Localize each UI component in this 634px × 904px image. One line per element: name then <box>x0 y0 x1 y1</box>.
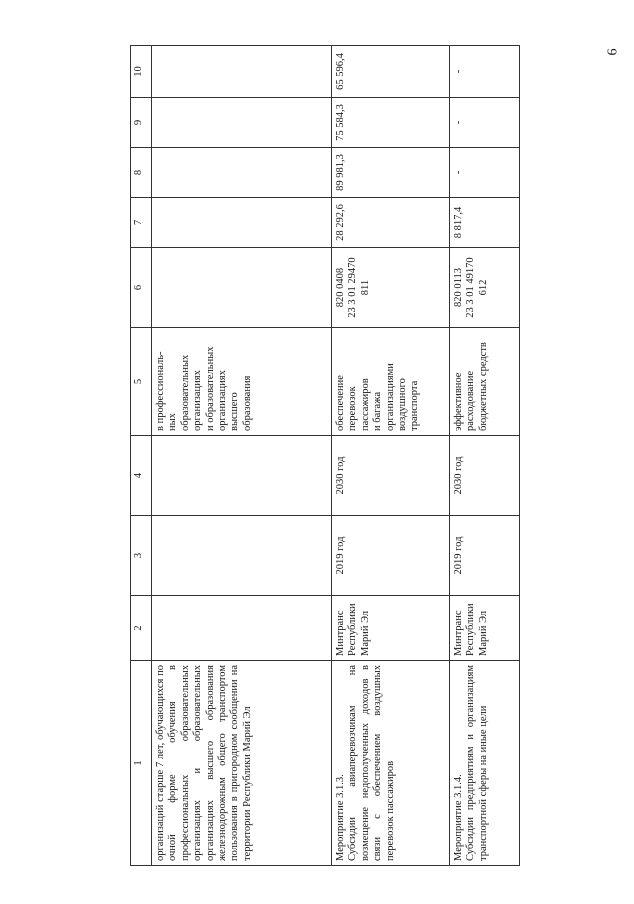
end-year-cell: 2030 год <box>450 436 520 516</box>
amount-cell-8: - <box>450 148 520 198</box>
budget-code-cell <box>152 248 332 328</box>
column-number-2: 2 <box>131 596 152 661</box>
expected-result-cell: эффективное расходование бюджетных средств <box>450 328 520 436</box>
amount-cell-8 <box>152 148 332 198</box>
amount-cell-7: 8 817,4 <box>450 198 520 248</box>
start-year-cell: 2019 год <box>450 516 520 596</box>
column-number-6: 6 <box>131 248 152 328</box>
column-number-9: 9 <box>131 98 152 148</box>
budget-code-cell: 820 0408 23 3 01 29470 811 <box>332 248 450 328</box>
start-year-cell <box>152 516 332 596</box>
page-number: 6 <box>605 48 621 56</box>
amount-cell-9: 75 584,3 <box>332 98 450 148</box>
budget-code-cell: 820 0113 23 3 01 49170 612 <box>450 248 520 328</box>
measure-name-cell: Мероприятие 3.1.4. Субсидии предприятиям и организациям транспортной сферы на иные цели <box>450 661 520 866</box>
column-number-5: 5 <box>131 328 152 436</box>
executor-cell: Минтранс Республики Марий Эл <box>332 596 450 661</box>
amount-cell-10: - <box>450 46 520 98</box>
expected-result-cell: обеспечение перевозок пассажиров и багажа организациями воздушного транспорта <box>332 328 450 436</box>
column-number-3: 3 <box>131 516 152 596</box>
amount-cell-7 <box>152 198 332 248</box>
amount-cell-10: 65 596,4 <box>332 46 450 98</box>
table-row <box>332 46 450 866</box>
table-row <box>152 46 332 866</box>
rotated-table-container <box>130 46 630 866</box>
executor-cell: Минтранс Республики Марий Эл <box>450 596 520 661</box>
amount-cell-7: 28 292,6 <box>332 198 450 248</box>
start-year-cell: 2019 год <box>332 516 450 596</box>
column-number-10: 10 <box>131 46 152 98</box>
amount-cell-10 <box>152 46 332 98</box>
end-year-cell: 2030 год <box>332 436 450 516</box>
amount-cell-8: 89 981,3 <box>332 148 450 198</box>
expected-result-cell: в профессиональ- ных образовательных организациях и образовательных организациях высшего образования <box>152 328 332 436</box>
executor-cell <box>152 596 332 661</box>
table-row <box>450 46 520 866</box>
amount-cell-9 <box>152 98 332 148</box>
measure-name-cell: Мероприятие 3.1.3. Субсидии авиаперевозчикам на возмещение недополученных доходов в связи с обеспечением воздушных перевозок пассажиров <box>332 661 450 866</box>
program-measures-table <box>130 45 520 866</box>
measure-name-cell: организаций старше 7 лет, обучающихся по очной форме обучения в профессиональных образовательных организациях и образовательных организациях высшего образования железнодорожным общего транспортом пользования в пригородном сообщении на территории Республики Марий Эл <box>152 661 332 866</box>
amount-cell-9: - <box>450 98 520 148</box>
header-row <box>131 46 152 866</box>
column-number-7: 7 <box>131 198 152 248</box>
column-number-1: 1 <box>131 661 152 866</box>
column-number-8: 8 <box>131 148 152 198</box>
end-year-cell <box>152 436 332 516</box>
column-number-4: 4 <box>131 436 152 516</box>
